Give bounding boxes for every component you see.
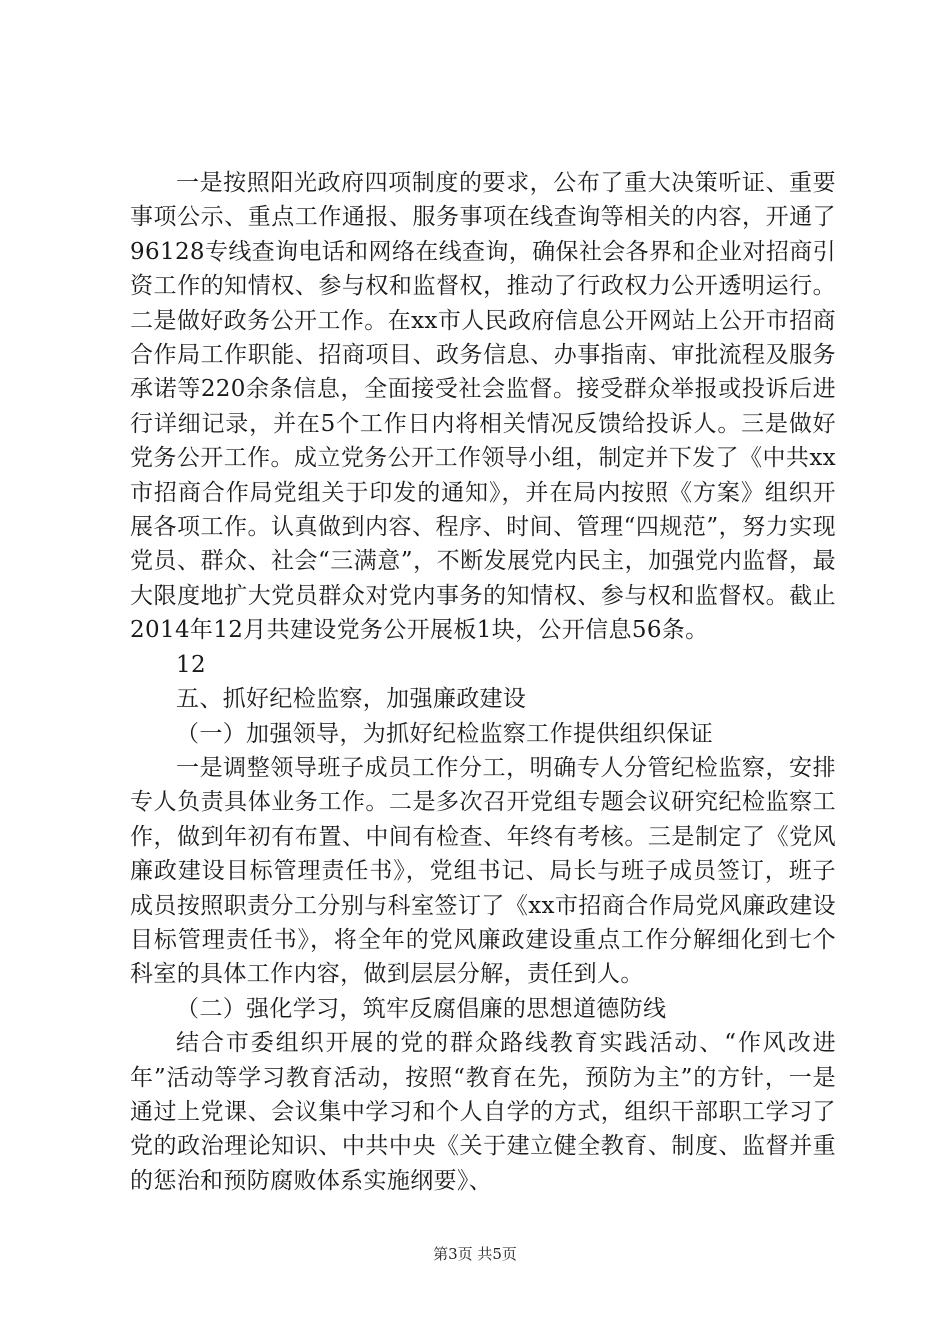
paragraph-study: 结合市委组织开展的党的群众路线教育实践活动、“作风改进年”活动等学习教育活动，按照“教育在先，预防为主”的方针，一是通过上党课、会议集中学习和个人自学的方式，组织干部职工学习了党的政治理论知识、中共中央《关于建立健全教育、制度、监督并重的惩治和预防腐败体系实施纲要》、 bbox=[130, 1030, 836, 1194]
page-footer: 第3页 共5页 bbox=[433, 1245, 517, 1263]
section-heading: 五、抓好纪检监察，加强廉政建设 bbox=[176, 686, 527, 713]
subsection-heading-1: （一）加强领导，为抓好纪检监察工作提供组织保证 bbox=[176, 720, 714, 747]
document-body bbox=[130, 166, 836, 1198]
paragraph-leadership: 一是调整领导班子成员工作分工，明确专人分管纪检监察，安排专人负责具体业务工作。二是多次召开党组专题会议研究纪检监察工作，做到年初有布置、中间有检查、年终有考核。三是制定了《党风廉政建设目标管理责任书》，党组书记、局长与班子成员签订，班子成员按照职责分工分别与科室签订了《xx市招商合作局党风廉政建设目标管理责任书》，将全年的党风廉政建设重点工作分解细化到七个科室的具体工作内容，做到层层分解，责任到人。 bbox=[130, 754, 836, 988]
paragraph-disclosure: 一是按照阳光政府四项制度的要求，公布了重大决策听证、重要事项公示、重点工作通报、服务事项在线查询等相关的内容，开通了96128专线查询电话和网络在线查询，确保社会各界和企业对招商引资工作的知情权、参与权和监督权，推动了行政权力公开透明运行。二是做好政务公开工作。在xx市人民政府信息公开网站上公开市招商合作局工作职能、招商项目、政务信息、办事指南、审批流程及服务承诺等220余条信息，全面接受社会监督。接受群众举报或投诉后进行详细记录，并在5个工作日内将相关情况反馈给投诉人。三是做好党务公开工作。成立党务公开工作领导小组，制定并下发了《中共xx市招商合作局党组关于印发的通知》，并在局内按照《方案》组织开展各项工作。认真做到内容、程序、时间、管理“四规范”，努力实现党员、群众、社会“三满意”，不断发展党内民主，加强党内监督，最大限度地扩大党员群众对党内事务的知情权、参与权和监督权。截止2014年12月共建设党务公开展板1块，公开信息56条。 bbox=[130, 170, 836, 644]
subsection-heading-2: （二）强化学习，筑牢反腐倡廉的思想道德防线 bbox=[176, 995, 667, 1022]
paragraph-number: 12 bbox=[176, 651, 206, 678]
